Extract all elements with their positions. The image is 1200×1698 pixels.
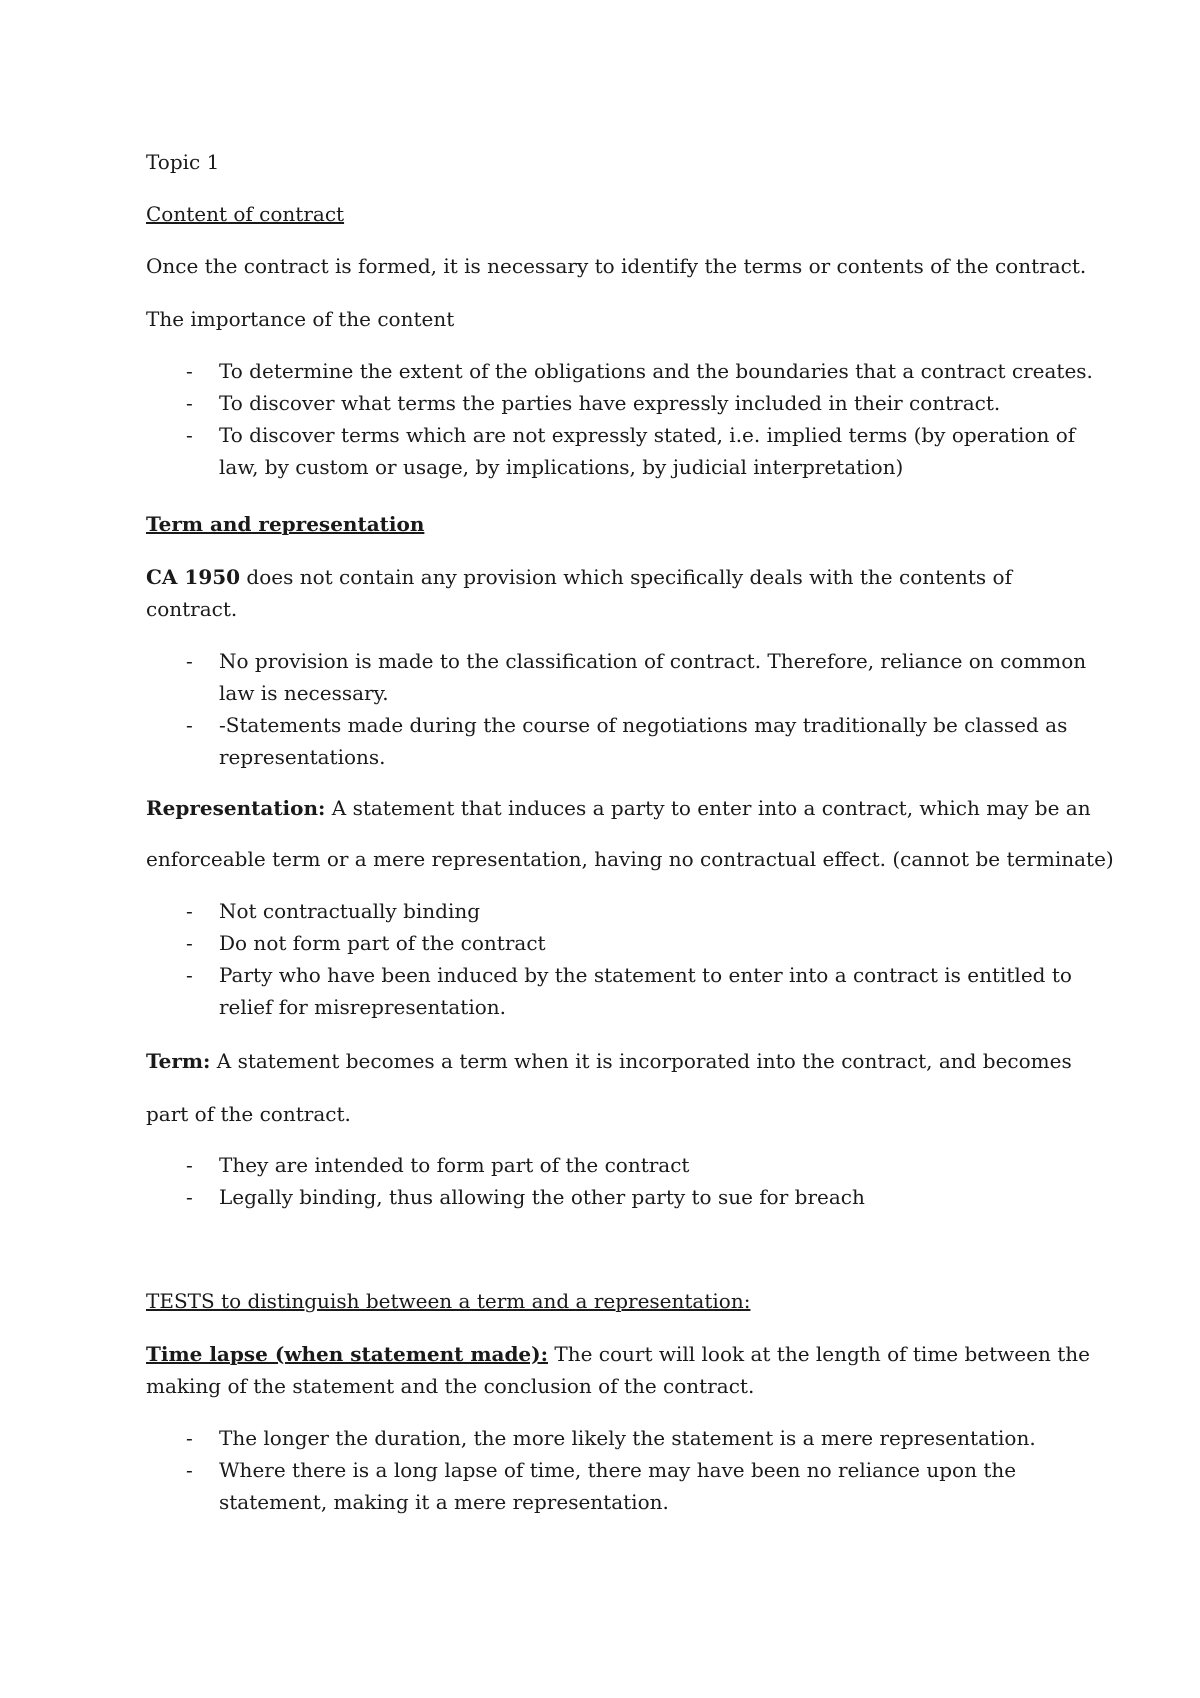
list-item-line: law, by custom or usage, by implications, by judicial interpretation) bbox=[219, 455, 904, 479]
term-line1: A statement becomes a term when it is incorporated into the contract, and becomes bbox=[210, 1049, 1072, 1073]
bullet-dash: - bbox=[186, 1185, 193, 1209]
list-item-text bbox=[219, 1181, 1089, 1213]
list-item-line: They are intended to form part of the contract bbox=[219, 1153, 690, 1177]
ca-line2: contract. bbox=[146, 597, 238, 621]
time-lapse-bold: Time lapse (when statement made): bbox=[146, 1342, 548, 1366]
list-item-text bbox=[219, 1422, 1089, 1454]
bullet-dash: - bbox=[186, 1426, 193, 1450]
term-bold: Term: bbox=[146, 1049, 211, 1073]
time-lapse-paragraph bbox=[146, 1338, 1090, 1370]
list-item-line: To discover what terms the parties have expressly included in their contract. bbox=[219, 391, 1001, 415]
list-item-line: -Statements made during the course of negotiations may traditionally be classed as bbox=[219, 713, 1068, 737]
list-item-line: Legally binding, thus allowing the other party to sue for breach bbox=[219, 1185, 865, 1209]
list-item-text bbox=[219, 1454, 1089, 1518]
intro-paragraph: Once the contract is formed, it is necessary to identify the terms or contents of the contract. bbox=[146, 254, 1087, 278]
time-lapse-line1: The court will look at the length of time between the bbox=[548, 1342, 1090, 1366]
tests-heading: TESTS to distinguish between a term and a representation: bbox=[146, 1289, 751, 1313]
bullet-dash: - bbox=[186, 649, 193, 673]
bullet-dash: - bbox=[186, 359, 193, 383]
heading-term-and-representation: Term and representation bbox=[146, 512, 425, 536]
representation-bold: Representation: bbox=[146, 796, 326, 820]
representation-paragraph bbox=[146, 792, 1091, 824]
list-item-text bbox=[219, 895, 1089, 927]
list-item-line: Not contractually binding bbox=[219, 899, 481, 923]
term-paragraph bbox=[146, 1045, 1086, 1077]
list-item-line: Do not form part of the contract bbox=[219, 931, 546, 955]
time-lapse-line2: making of the statement and the conclusion of the contract. bbox=[146, 1374, 755, 1398]
ca-bold: CA 1950 bbox=[146, 565, 241, 589]
heading-content-of-contract: Content of contract bbox=[146, 202, 345, 226]
bullet-dash: - bbox=[186, 423, 193, 447]
ca-line1: does not contain any provision which specifically deals with the contents of bbox=[240, 565, 1012, 589]
list-item-line: To determine the extent of the obligations and the boundaries that a contract creates. bbox=[219, 359, 1093, 383]
list-item-text bbox=[219, 1149, 1089, 1181]
list-item-line: The longer the duration, the more likely the statement is a mere representation. bbox=[219, 1426, 1036, 1450]
bullet-dash: - bbox=[186, 713, 193, 737]
bullet-dash: - bbox=[186, 931, 193, 955]
ca-paragraph bbox=[146, 561, 1086, 593]
representation-line1: A statement that induces a party to enter into a contract, which may be an bbox=[325, 796, 1091, 820]
list-item-line: Where there is a long lapse of time, there may have been no reliance upon the bbox=[219, 1458, 1017, 1482]
list-item-line: relief for misrepresentation. bbox=[219, 995, 507, 1019]
list-item-text bbox=[219, 645, 1089, 709]
list-item-line: To discover terms which are not expressly stated, i.e. implied terms (by operation of bbox=[219, 423, 1076, 447]
list-item-text bbox=[219, 959, 1089, 1023]
bullet-dash: - bbox=[186, 391, 193, 415]
list-item-text bbox=[219, 927, 1089, 959]
list-item-text bbox=[219, 709, 1089, 773]
topic-title: Topic 1 bbox=[146, 150, 220, 174]
list-item-line: No provision is made to the classification of contract. Therefore, reliance on common bbox=[219, 649, 1087, 673]
list-item-text bbox=[219, 419, 1089, 483]
list-item-text bbox=[219, 387, 1089, 419]
bullet-dash: - bbox=[186, 963, 193, 987]
bullet-dash: - bbox=[186, 1458, 193, 1482]
list-item-line: Party who have been induced by the statement to enter into a contract is entitled to bbox=[219, 963, 1072, 987]
list-item-line: law is necessary. bbox=[219, 681, 389, 705]
list-item-line: representations. bbox=[219, 745, 386, 769]
bullet-dash: - bbox=[186, 1153, 193, 1177]
bullet-dash: - bbox=[186, 899, 193, 923]
list-item-line: statement, making it a mere representation. bbox=[219, 1490, 669, 1514]
importance-label: The importance of the content bbox=[146, 307, 455, 331]
list-item-text bbox=[219, 355, 1093, 387]
term-line2: part of the contract. bbox=[146, 1102, 351, 1126]
representation-line2: enforceable term or a mere representation, having no contractual effect. (cannot be terminate) bbox=[146, 847, 1114, 871]
